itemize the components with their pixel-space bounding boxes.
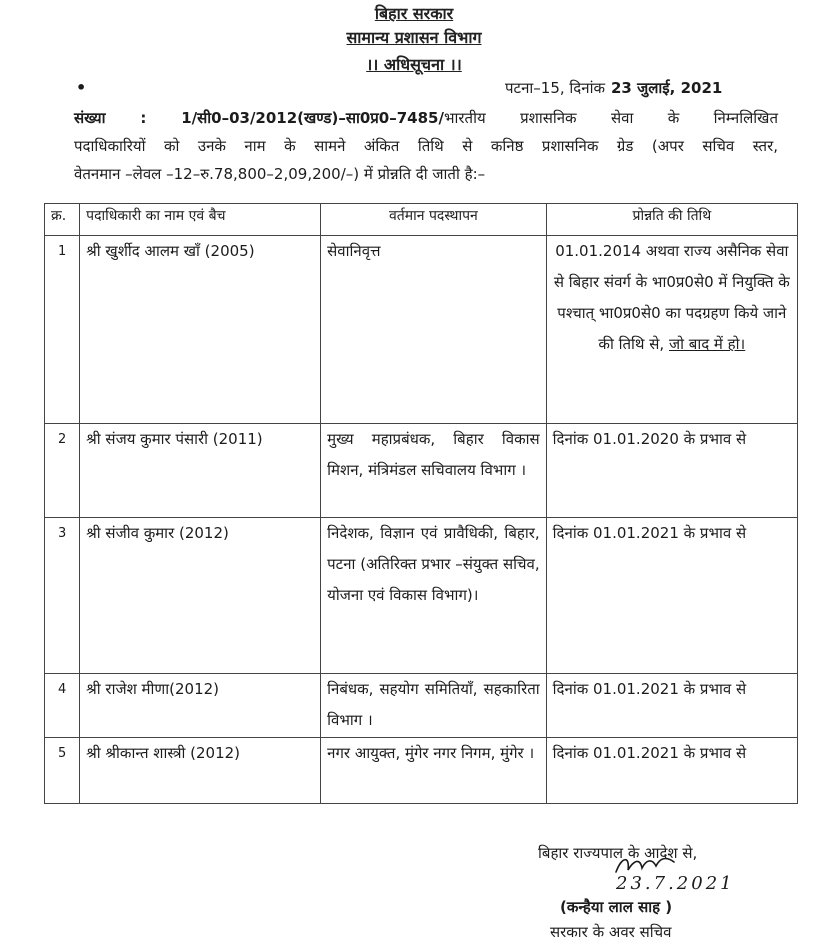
row-promotion-date <box>546 236 797 424</box>
table-row <box>45 236 798 424</box>
row-posting: नगर आयुक्त, मुंगेर नगर निगम, मुंगेर । <box>321 738 546 804</box>
government-title: बिहार सरकार <box>374 4 454 23</box>
row-posting: मुख्य महाप्रबंधक, बिहार विकास मिशन, मंत्रिमंडल सचिवालय विभाग । <box>321 424 546 518</box>
table-row <box>45 674 798 738</box>
table-row <box>45 518 798 674</box>
promotion-date-underlined: जो बाद में हो। <box>668 335 746 353</box>
row-officer-name: श्री संजीव कुमार (2012) <box>80 518 321 674</box>
table-row <box>45 424 798 518</box>
notification-date: 23 जुलाई, 2021 <box>611 79 723 97</box>
governor-order-line: बिहार राज्यपाल के आदेश से, <box>538 844 698 862</box>
row-promotion-date: दिनांक 01.01.2021 के प्रभाव से <box>546 518 797 674</box>
header-officer-name: पदाधिकारी का नाम एवं बैच <box>80 204 321 236</box>
paragraph-line-3: वेतनमान –लेवल –12–रु.78,800–2,09,200/–) में प्रोन्नति दी जाती है:– <box>74 165 486 183</box>
row-posting: निबंधक, सहयोग समितियाँ, सहकारिता विभाग । <box>321 674 546 738</box>
header-promotion-date: प्रोन्नति की तिथि <box>546 204 797 236</box>
row-officer-name: श्री श्रीकान्त शास्त्री (2012) <box>80 738 321 804</box>
signatory-name: (कन्हैया लाल साह ) <box>560 898 673 916</box>
row-promotion-date: दिनांक 01.01.2021 के प्रभाव से <box>546 738 797 804</box>
row-serial: 1 <box>45 236 80 424</box>
signatory-designation: सरकार के अवर सचिव <box>550 923 672 941</box>
header-current-posting: वर्तमान पदस्थापन <box>321 204 546 236</box>
place-label: पटना–15, दिनांक <box>505 79 605 97</box>
header-serial: क्र. <box>45 204 80 236</box>
place-date-line <box>505 78 722 98</box>
row-promotion-date: दिनांक 01.01.2021 के प्रभाव से <box>546 674 797 738</box>
table-row <box>45 738 798 804</box>
row-officer-name: श्री राजेश मीणा(2012) <box>80 674 321 738</box>
paragraph-line-1-rest: भारतीय प्रशासनिक सेवा के निम्नलिखित <box>443 109 779 127</box>
row-officer-name: श्री खुर्शीद आलम खाँ (2005) <box>80 236 321 424</box>
row-officer-name: श्री संजय कुमार पंसारी (2011) <box>80 424 321 518</box>
handwritten-date: 23.7.2021 <box>616 873 735 894</box>
row-serial: 2 <box>45 424 80 518</box>
bullet-mark: • <box>76 78 87 97</box>
row-posting: निदेशक, विज्ञान एवं प्रावैधिकी, बिहार, पटना (अतिरिक्त प्रभार –संयुक्त सचिव, योजना एवं विकास विभाग)। <box>321 518 546 674</box>
row-promotion-date: दिनांक 01.01.2020 के प्रभाव से <box>546 424 797 518</box>
promotion-table <box>44 203 798 804</box>
promotion-date-text: 01.01.2014 अथवा राज्य असैनिक सेवा से बिहार संवर्ग के भा0प्र0से0 में नियुक्ति के पश्चात् भा0प्र0से0 का पदग्रहण किये जाने की तिथि से, <box>553 242 790 353</box>
row-serial: 5 <box>45 738 80 804</box>
row-serial: 4 <box>45 674 80 738</box>
notification-title: ।। अधिसूचना ।। <box>366 55 462 74</box>
department-title: सामान्य प्रशासन विभाग <box>346 28 482 47</box>
notification-number: संख्या : 1/सी0–03/2012(खण्ड)–सा0प्र0–7485/ <box>74 109 444 127</box>
row-serial: 3 <box>45 518 80 674</box>
paragraph-line-1 <box>74 104 778 132</box>
notification-paragraph <box>74 104 778 188</box>
table-header-row <box>45 204 798 236</box>
row-posting: सेवानिवृत्त <box>321 236 546 424</box>
paragraph-line-2: पदाधिकारियों को उनके नाम के सामने अंकित तिथि से कनिष्ठ प्रशासनिक ग्रेड (अपर सचिव स्तर, <box>74 137 778 155</box>
